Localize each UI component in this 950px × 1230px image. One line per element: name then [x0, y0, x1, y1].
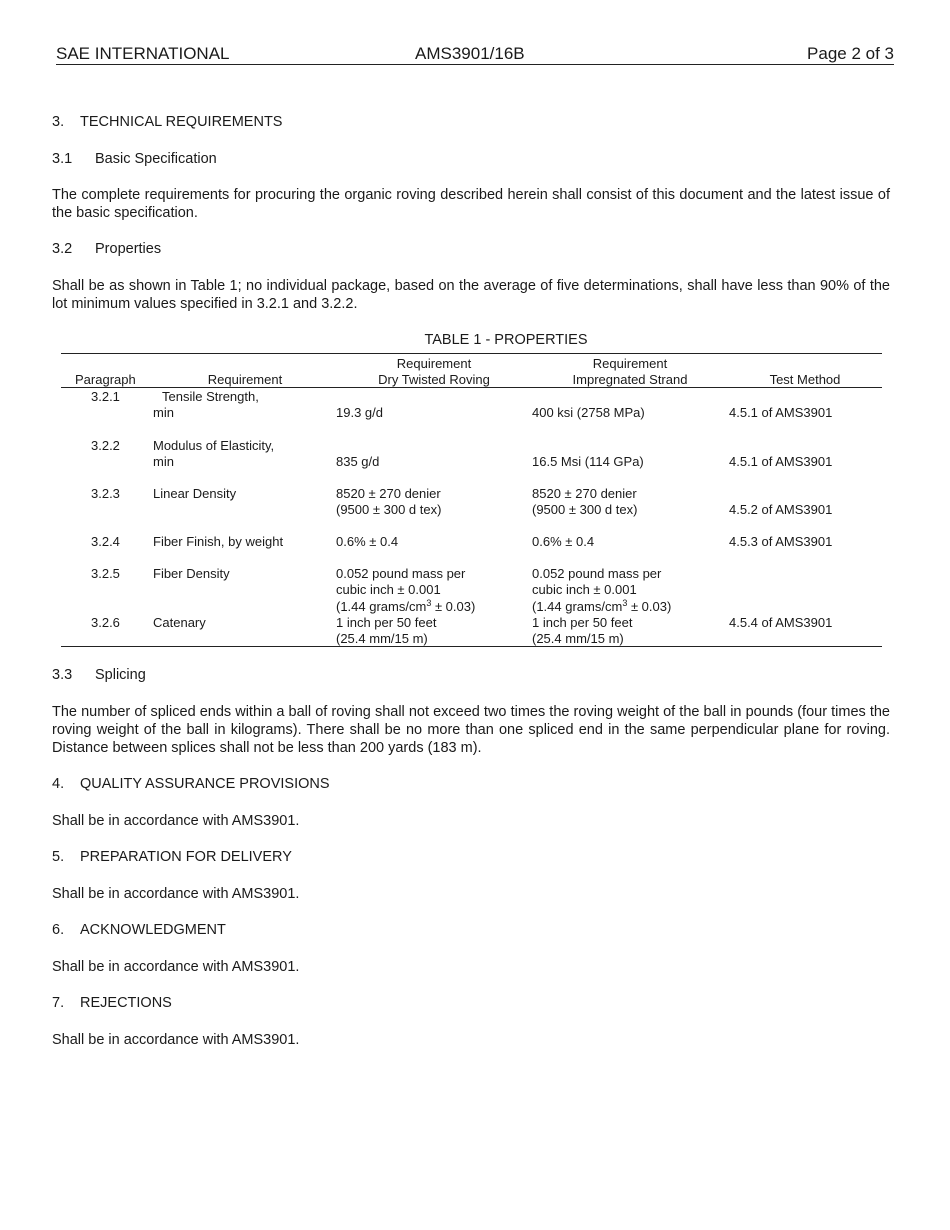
header-page-number: Page 2 of 3	[807, 44, 894, 63]
section-7-heading: 7. REJECTIONS	[52, 995, 172, 1011]
section-3-3-heading: 3.3 Splicing	[52, 667, 146, 683]
section-3-2-text: Shall be as shown in Table 1; no individual package, based on the average of five determinations, shall have less than 90% of the lot minimum values specified in 3.2.1 and 3.2.2.	[52, 278, 890, 312]
table-title: TABLE 1 - PROPERTIES	[424, 332, 588, 348]
table-header-rule	[61, 387, 882, 388]
section-4-text: Shall be in accordance with AMS3901.	[52, 813, 300, 829]
section-6-heading: 6. ACKNOWLEDGMENT	[52, 922, 226, 938]
col-header-impregnated-line1: Requirement	[592, 356, 668, 371]
col-header-requirement: Requirement	[207, 372, 283, 387]
header-org: SAE INTERNATIONAL	[56, 44, 230, 63]
col-header-dry-line1: Requirement	[396, 356, 472, 371]
section-3-heading: 3. TECHNICAL REQUIREMENTS	[52, 114, 283, 130]
col-header-dry-line2: Dry Twisted Roving	[378, 372, 490, 387]
page-header	[56, 44, 894, 65]
table-top-rule	[61, 353, 882, 354]
section-7-text: Shall be in accordance with AMS3901.	[52, 1032, 300, 1048]
section-3-3-text: The number of spliced ends within a ball of roving shall not exceed two times the roving weight of the ball in pounds (four times the roving weight of the ball in kilograms). There shall be no more than one spliced end in the same perpendicular plane for roving. Distance between splices shall not be less than 200 yards (183 m).	[52, 704, 890, 756]
section-4-heading: 4. QUALITY ASSURANCE PROVISIONS	[52, 776, 330, 792]
section-3-2-heading: 3.2 Properties	[52, 241, 162, 257]
section-3-1-heading: 3.1 Basic Specification	[52, 151, 217, 167]
table-bottom-rule	[61, 646, 882, 647]
section-3-1-text: The complete requirements for procuring the organic roving described herein shall consist of this document and the latest issue of the basic specification.	[52, 187, 890, 221]
col-header-impregnated-line2: Impregnated Strand	[572, 372, 688, 387]
header-doc-id: AMS3901/16B	[415, 44, 525, 63]
col-header-test-method: Test Method	[769, 372, 841, 387]
section-6-text: Shall be in accordance with AMS3901.	[52, 959, 300, 975]
section-5-heading: 5. PREPARATION FOR DELIVERY	[52, 849, 292, 865]
col-header-paragraph: Paragraph	[75, 372, 136, 387]
section-5-text: Shall be in accordance with AMS3901.	[52, 886, 300, 902]
